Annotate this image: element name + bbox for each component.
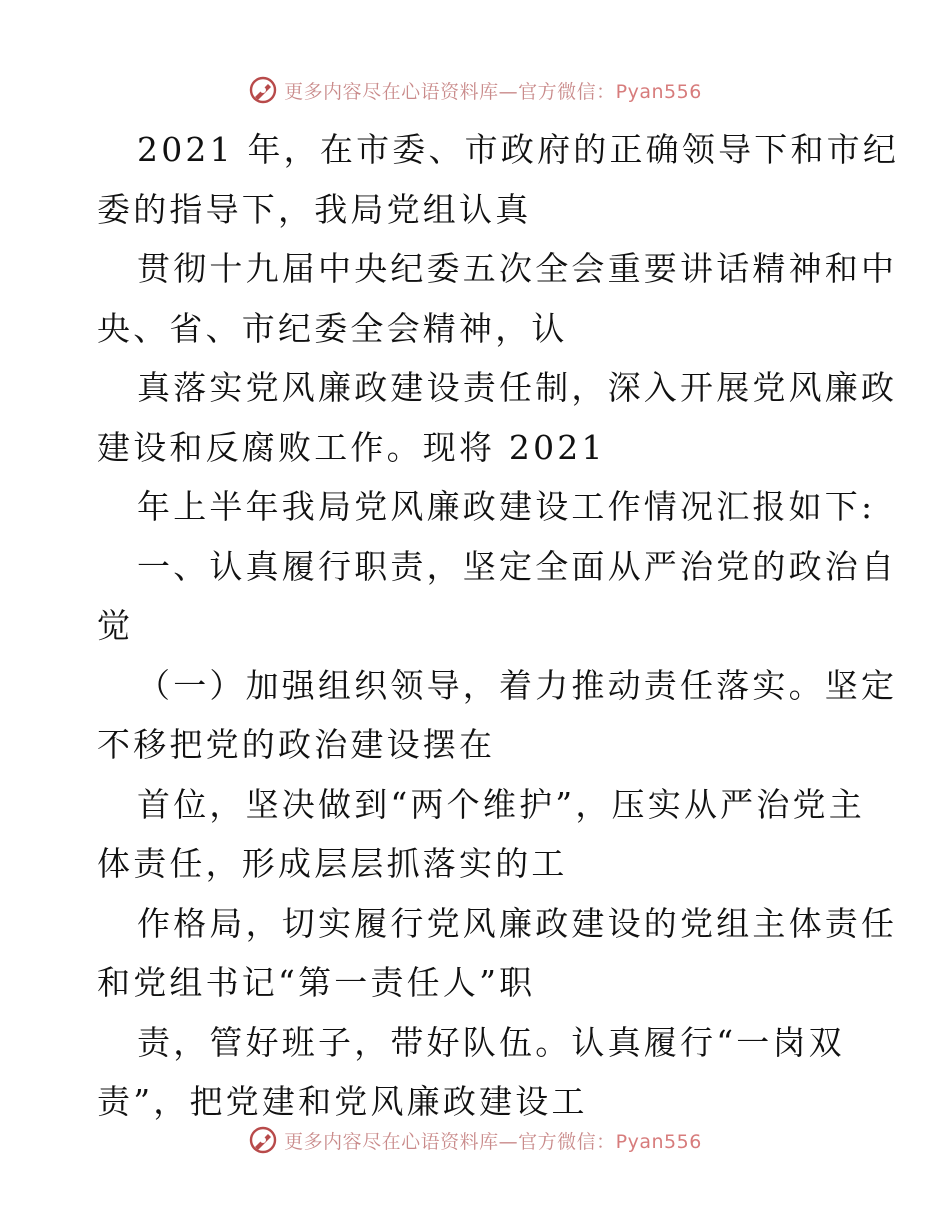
text-line: 作格局，切实履行党风廉政建设的党组主体责任 — [137, 903, 898, 943]
subsection-heading-line: （一）加强组织领导，着力推动责任落实。坚定 — [137, 665, 898, 705]
text-line: 建设和反腐败工作。现将 2021 — [97, 427, 606, 467]
section-heading-line: 觉 — [97, 606, 134, 645]
text-line: 委的指导下，我局党组认真 — [97, 189, 532, 229]
header-watermark — [0, 70, 950, 110]
text-line: 不移把党的政治建设摆在 — [97, 725, 496, 764]
watermark-text: 更多内容尽在心语资料库—官方微信：Pyan556 — [284, 80, 702, 103]
text-line: 和党组书记“第一责任人”职 — [97, 963, 536, 1002]
text-line: 真落实党风廉政建设责任制，深入开展党风廉政 — [137, 368, 898, 407]
watermark-text: 更多内容尽在心语资料库—官方微信：Pyan556 — [284, 1130, 702, 1153]
footer-watermark — [0, 1120, 950, 1160]
text-line: 体责任，形成层层抓落实的工 — [97, 844, 568, 883]
text-line: 2021 年，在市委、市政府的正确领导下和市纪 — [137, 130, 900, 169]
text-line: 首位，坚决做到“两个维护”，压实从严治党主 — [137, 784, 865, 824]
pen-circle-logo-icon — [248, 75, 278, 105]
text-line: 央、省、市纪委全会精神，认 — [97, 308, 568, 348]
section-heading-line: 一、认真履行职责，坚定全面从严治党的政治自 — [137, 546, 898, 586]
text-line: 年上半年我局党风廉政建设工作情况汇报如下: — [137, 487, 876, 526]
pen-circle-logo-icon — [248, 1125, 278, 1155]
text-line: 责，管好班子，带好队伍。认真履行“一岗双 — [137, 1022, 845, 1062]
text-line: 责”，把党建和党风廉政建设工 — [97, 1082, 588, 1121]
text-line: 贯彻十九届中央纪委五次全会重要讲话精神和中 — [137, 249, 898, 288]
document-body — [97, 120, 900, 1132]
